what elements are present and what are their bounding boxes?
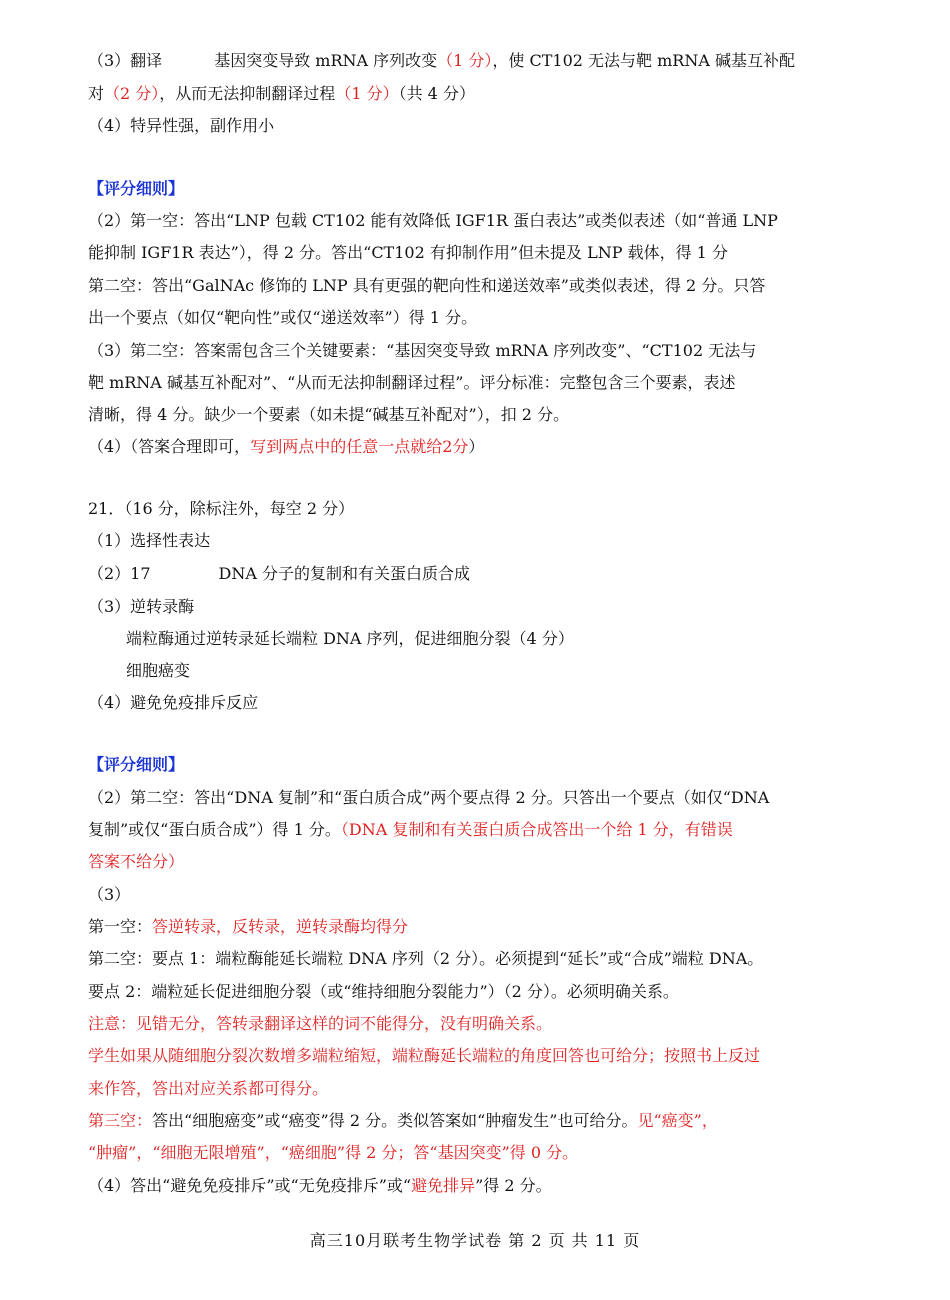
q21-2-answer: （2）17 DNA 分子的复制和有关蛋白质合成	[88, 564, 471, 583]
q20-3-line1: （3）翻译 基因突变导致 mRNA 序列改变（1 分），使 CT102 无法与靶 mRNA 碱基互补配	[88, 51, 795, 70]
rubric-line: （2）第二空：答出“DNA 复制”和“蛋白质合成”两个要点得 2 分。只答出一个要点（如仅“DNA	[88, 788, 770, 807]
rubric-title: 【评分细则】	[88, 179, 185, 198]
q20-4-answer: （4）特异性强，副作用小	[88, 116, 275, 135]
rubric-note: 学生如果从随细胞分裂次数增多端粒缩短，端粒酶延长端粒的角度回答也可给分；按照书上反过	[88, 1046, 761, 1065]
rubric-line: 靶 mRNA 碱基互补配对”、“从而无法抑制翻译过程”。评分标准：完整包含三个要素，表述	[88, 373, 736, 392]
rubric-line: （4）答出“避免免疫排斥”或“无免疫排斥”或“避免排异”得 2 分。	[88, 1176, 552, 1195]
rubric-line: 答案不给分）	[88, 852, 185, 871]
page-footer: 高三10月联考生物学试卷 第 2 页 共 11 页	[309, 1231, 641, 1250]
rubric-line: （3）	[88, 885, 131, 904]
rubric-line: 第二空：要点 1：端粒酶能延长端粒 DNA 序列（2 分）。必须提到“延长”或“合成”端粒 DNA。	[88, 949, 764, 968]
points-red: （1 分）	[335, 84, 399, 103]
rubric-line: 能抑制 IGF1R 表达”），得 2 分。答出“CT102 有抑制作用”但未提及 LNP 载体，得 1 分	[88, 243, 728, 262]
q3-label: （3）翻译	[88, 51, 163, 70]
q21-3-answer-3: 细胞癌变	[126, 661, 191, 680]
rubric-line: 复制”或仅“蛋白质合成”）得 1 分。（DNA 复制和有关蛋白质合成答出一个给 1 分，有错误	[88, 820, 733, 839]
rubric-line: 第二空：答出“GalNAc 修饰的 LNP 具有更强的靶向性和递送效率”或类似表述，得 2 分。只答	[88, 276, 766, 295]
rubric-line: （2）第一空：答出“LNP 包载 CT102 能有效降低 IGF1R 蛋白表达”或类似表述（如“普通 LNP	[88, 211, 778, 230]
q21-3-answer-2: 端粒酶通过逆转录延长端粒 DNA 序列，促进细胞分裂（4 分）	[126, 629, 574, 648]
q21-1-answer: （1）选择性表达	[88, 531, 211, 550]
q20-3-line2: 对（2 分），从而无法抑制翻译过程（1 分）（共 4 分）	[88, 84, 475, 103]
rubric-line: 要点 2：端粒延长促进细胞分裂（或“维持细胞分裂能力”）（2 分）。必须明确关系。	[88, 982, 679, 1001]
rubric-line: （3）第二空：答案需包含三个关键要素：“基因突变导致 mRNA 序列改变”、“CT102 无法与	[88, 341, 757, 360]
rubric-line: “肿瘤”，“细胞无限增殖”，“癌细胞”得 2 分；答“基因突变”得 0 分。	[88, 1143, 579, 1162]
rubric-line: （4）（答案合理即可，写到两点中的任意一点就给2分）	[88, 437, 485, 456]
rubric-title: 【评分细则】	[88, 755, 185, 774]
rubric-note: 注意：见错无分，答转录翻译这样的词不能得分，没有明确关系。	[88, 1014, 553, 1033]
q21-3-answer: （3）逆转录酶	[88, 597, 195, 616]
points-red: （1 分）	[437, 51, 493, 70]
q21-header: 21．（16 分，除标注外，每空 2 分）	[88, 499, 355, 518]
rubric-note: 来作答，答出对应关系都可得分。	[88, 1079, 329, 1098]
q21-4-answer: （4）避免免疫排斥反应	[88, 693, 259, 712]
points-red: （2 分）	[104, 84, 160, 103]
rubric-line: 第三空：答出“细胞癌变”或“癌变”得 2 分。类似答案如“肿瘤发生”也可给分。见“癌变”，	[88, 1111, 718, 1130]
rubric-line: 清晰，得 4 分。缺少一个要素（如未提“碱基互补配对”），扣 2 分。	[88, 405, 570, 424]
rubric-line: 第一空：答逆转录，反转录，逆转录酶均得分	[88, 917, 409, 936]
rubric-line: 出一个要点（如仅“靶向性”或仅“递送效率”）得 1 分。	[88, 308, 478, 327]
